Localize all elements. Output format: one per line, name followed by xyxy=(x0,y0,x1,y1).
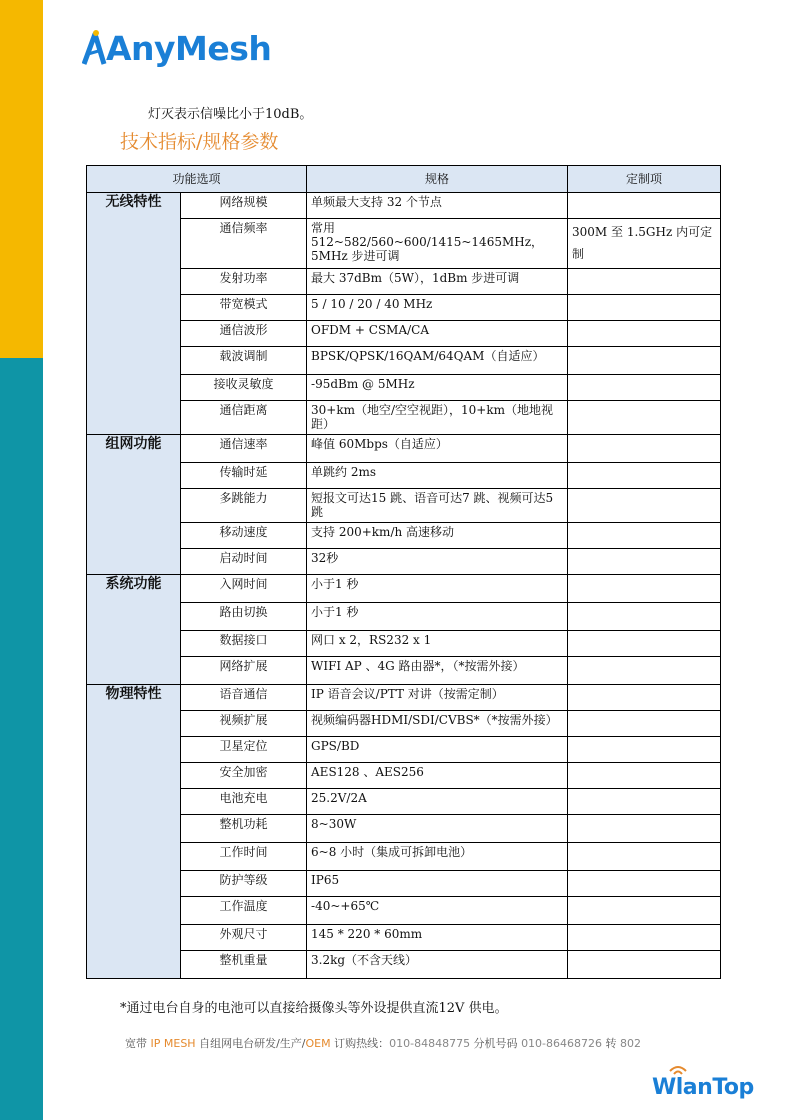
table-row xyxy=(87,603,721,631)
intro-text: 灯灭表示信噪比小于10dB。 xyxy=(148,107,313,122)
table-row xyxy=(87,435,721,463)
custom-value xyxy=(568,549,721,575)
custom-value xyxy=(568,435,721,463)
item-label: 入网时间 xyxy=(181,575,307,603)
item-label: 通信波形 xyxy=(181,321,307,347)
custom-value xyxy=(568,295,721,321)
table-row xyxy=(87,897,721,925)
item-label: 接收灵敏度 xyxy=(181,375,307,401)
item-label: 传输时延 xyxy=(181,463,307,489)
custom-value xyxy=(568,375,721,401)
table-row xyxy=(87,871,721,897)
spec-value: BPSK/QPSK/16QAM/64QAM（自适应） xyxy=(307,347,568,375)
anymesh-logo xyxy=(82,28,271,68)
custom-value xyxy=(568,347,721,375)
custom-value xyxy=(568,815,721,843)
spec-value: OFDM + CSMA/CA xyxy=(307,321,568,347)
spec-value: 网口 x 2，RS232 x 1 xyxy=(307,631,568,657)
spec-value: 支持 200+km/h 高速移动 xyxy=(307,523,568,549)
footer-text: IP MESH xyxy=(150,1037,196,1050)
table-row xyxy=(87,925,721,951)
table-row xyxy=(87,269,721,295)
spec-table xyxy=(86,165,721,979)
footnote: *通过电台自身的电池可以直接给摄像头等外设提供直流12V 供电。 xyxy=(120,1001,508,1016)
spec-value: 单频最大支持 32 个节点 xyxy=(307,193,568,219)
left-stripe-yellow xyxy=(0,0,43,358)
group-label: 物理特性 xyxy=(87,685,181,979)
item-label: 工作温度 xyxy=(181,897,307,925)
custom-value xyxy=(568,763,721,789)
spec-value: 最大 37dBm（5W），1dBm 步进可调 xyxy=(307,269,568,295)
spec-value: 6~8 小时（集成可拆卸电池） xyxy=(307,843,568,871)
item-label: 发射功率 xyxy=(181,269,307,295)
footer-contact xyxy=(125,1035,641,1051)
table-row xyxy=(87,549,721,575)
table-row xyxy=(87,321,721,347)
wlantop-text: WlanTop xyxy=(652,1075,754,1100)
footer-phone: 010-84848775 xyxy=(389,1037,471,1050)
item-label: 启动时间 xyxy=(181,549,307,575)
table-row xyxy=(87,295,721,321)
table-row xyxy=(87,737,721,763)
table-row xyxy=(87,375,721,401)
spec-value: 30+km（地空/空空视距），10+km（地地视距） xyxy=(307,401,568,435)
wlantop-logo xyxy=(652,1075,754,1100)
item-label: 数据接口 xyxy=(181,631,307,657)
section-title: 技术指标/规格参数 xyxy=(120,131,279,153)
item-label: 路由切换 xyxy=(181,603,307,631)
spec-value: -95dBm @ 5MHz xyxy=(307,375,568,401)
custom-value xyxy=(568,925,721,951)
table-row xyxy=(87,951,721,979)
wifi-icon xyxy=(668,1063,688,1077)
spec-value: 32秒 xyxy=(307,549,568,575)
footer-text: 订购热线： xyxy=(330,1037,390,1050)
item-label: 外观尺寸 xyxy=(181,925,307,951)
table-row xyxy=(87,631,721,657)
item-label: 载波调制 xyxy=(181,347,307,375)
item-label: 防护等级 xyxy=(181,871,307,897)
spec-value: WIFI AP 、4G 路由器*，（*按需外接） xyxy=(307,657,568,685)
left-stripe-teal xyxy=(0,358,43,1120)
spec-value: 峰值 60Mbps（自适应） xyxy=(307,435,568,463)
table-row xyxy=(87,815,721,843)
custom-value xyxy=(568,193,721,219)
custom-value xyxy=(568,951,721,979)
table-row xyxy=(87,685,721,711)
footer-text: OEM xyxy=(305,1037,331,1050)
custom-value: 300M 至 1.5GHz 内可定制 xyxy=(568,219,721,269)
item-label: 通信距离 xyxy=(181,401,307,435)
spec-value: 145 * 220 * 60mm xyxy=(307,925,568,951)
item-label: 网络规模 xyxy=(181,193,307,219)
item-label: 电池充电 xyxy=(181,789,307,815)
table-row xyxy=(87,843,721,871)
custom-value xyxy=(568,575,721,603)
table-row xyxy=(87,789,721,815)
spec-value: 5 / 10 / 20 / 40 MHz xyxy=(307,295,568,321)
custom-value xyxy=(568,603,721,631)
logo-text: AnyMesh xyxy=(106,28,272,68)
spec-value: GPS/BD xyxy=(307,737,568,763)
table-row xyxy=(87,489,721,523)
custom-value xyxy=(568,657,721,685)
header-custom: 定制项 xyxy=(568,166,721,193)
spec-value: 小于1 秒 xyxy=(307,603,568,631)
spec-value: 视频编码器HDMI/SDI/CVBS*（*按需外接） xyxy=(307,711,568,737)
footer-phone: 010-86468726 xyxy=(521,1037,603,1050)
table-row xyxy=(87,347,721,375)
table-row xyxy=(87,463,721,489)
table-row xyxy=(87,657,721,685)
custom-value xyxy=(568,401,721,435)
item-label: 带宽模式 xyxy=(181,295,307,321)
spec-value: 3.2kg（不含天线） xyxy=(307,951,568,979)
footer-text: 分机号码 xyxy=(470,1037,522,1050)
spec-value: 8~30W xyxy=(307,815,568,843)
custom-value xyxy=(568,631,721,657)
item-label: 通信速率 xyxy=(181,435,307,463)
custom-value xyxy=(568,871,721,897)
item-label: 卫星定位 xyxy=(181,737,307,763)
table-row xyxy=(87,523,721,549)
spec-value: 单跳约 2ms xyxy=(307,463,568,489)
custom-value xyxy=(568,269,721,295)
spec-value: 25.2V/2A xyxy=(307,789,568,815)
custom-value xyxy=(568,897,721,925)
item-label: 整机功耗 xyxy=(181,815,307,843)
anymesh-logo-icon xyxy=(82,28,108,68)
table-header-row xyxy=(87,166,721,193)
item-label: 多跳能力 xyxy=(181,489,307,523)
spec-value: IP65 xyxy=(307,871,568,897)
custom-value xyxy=(568,737,721,763)
spec-value: 短报文可达15 跳、语音可达7 跳、视频可达5 跳 xyxy=(307,489,568,523)
group-label: 系统功能 xyxy=(87,575,181,685)
header-spec: 规格 xyxy=(307,166,568,193)
custom-value xyxy=(568,843,721,871)
table-row xyxy=(87,575,721,603)
item-label: 视频扩展 xyxy=(181,711,307,737)
item-label: 通信频率 xyxy=(181,219,307,269)
footer-text: 转 xyxy=(602,1037,621,1050)
custom-value xyxy=(568,463,721,489)
footer-text: 宽带 xyxy=(125,1037,151,1050)
custom-value xyxy=(568,711,721,737)
spec-value: IP 语音会议/PTT 对讲（按需定制） xyxy=(307,685,568,711)
spec-value: -40~+65℃ xyxy=(307,897,568,925)
table-row xyxy=(87,219,721,269)
custom-value xyxy=(568,685,721,711)
item-label: 工作时间 xyxy=(181,843,307,871)
table-row xyxy=(87,763,721,789)
custom-value xyxy=(568,523,721,549)
spec-value: AES128 、AES256 xyxy=(307,763,568,789)
table-row xyxy=(87,193,721,219)
custom-value xyxy=(568,321,721,347)
table-row xyxy=(87,401,721,435)
header-feature: 功能选项 xyxy=(87,166,307,193)
footer-extension: 802 xyxy=(620,1037,642,1050)
custom-value xyxy=(568,489,721,523)
table-row xyxy=(87,711,721,737)
spec-value: 常用512~582/560~600/1415~1465MHz，5MHz 步进可调 xyxy=(307,219,568,269)
group-label: 组网功能 xyxy=(87,435,181,575)
item-label: 网络扩展 xyxy=(181,657,307,685)
item-label: 安全加密 xyxy=(181,763,307,789)
group-label: 无线特性 xyxy=(87,193,181,435)
footer-text: 自组网电台研发/生产/ xyxy=(195,1037,306,1050)
item-label: 移动速度 xyxy=(181,523,307,549)
custom-value xyxy=(568,789,721,815)
item-label: 语音通信 xyxy=(181,685,307,711)
spec-value: 小于1 秒 xyxy=(307,575,568,603)
item-label: 整机重量 xyxy=(181,951,307,979)
